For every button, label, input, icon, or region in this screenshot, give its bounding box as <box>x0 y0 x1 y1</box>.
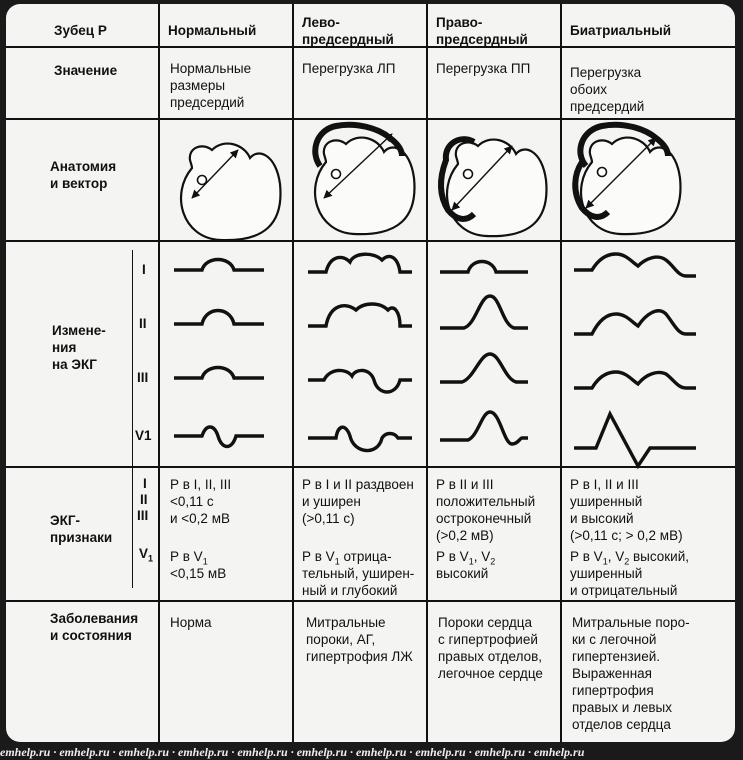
diseases-label-1: Заболевания <box>50 611 139 626</box>
ecg-biatrial-v1 <box>574 414 696 466</box>
diseases-right-1: Пороки сердца <box>438 615 532 630</box>
meaning-biatrial-3: предсердий <box>570 99 645 114</box>
header-normal: Нормальный <box>168 23 257 38</box>
ecg-left-iii <box>308 370 412 392</box>
header-left-1: Лево- <box>302 15 340 30</box>
signs-right-a-3: остроконечный <box>436 511 532 526</box>
ecg-right-v1 <box>440 412 528 444</box>
signs-biatrial-a-1: Р в I, II и III <box>570 477 639 492</box>
signs-lead-ii: II <box>140 492 148 507</box>
signs-biatrial-a-3: и высокий <box>570 511 634 526</box>
ecg-changes-label-2: ния <box>52 340 77 355</box>
ecg-lead-ii: II <box>139 316 147 331</box>
meaning-normal-3: предсердий <box>170 95 245 110</box>
signs-biatrial-a-2: уширенный <box>570 494 643 509</box>
heart-biatrial <box>575 125 680 234</box>
heart-right-atrial <box>441 139 547 236</box>
diseases-left-2: пороки, АГ, <box>306 632 376 647</box>
heart-normal <box>181 144 280 241</box>
signs-biatrial-b-1: Р в $V_1$, $V_2$ высокий, <box>570 549 690 567</box>
signs-left-a-3: (>0,11 с) <box>302 511 355 526</box>
header-right-2: предсердный <box>436 32 528 47</box>
meaning-normal-2: размеры <box>170 78 226 93</box>
ecg-right-ii <box>440 296 528 328</box>
heart-left-atrial <box>315 125 414 234</box>
signs-right-a-4: (>0,2 мВ) <box>436 528 494 543</box>
diseases-normal: Норма <box>170 615 212 630</box>
ecg-left-ii <box>308 304 412 326</box>
ecg-left-i <box>308 254 412 272</box>
signs-biatrial-b-2: уширенный <box>570 566 643 581</box>
p-wave-table <box>6 4 735 742</box>
diseases-left-3: гипертрофия ЛЖ <box>306 649 413 664</box>
ecg-normal-iii <box>174 368 264 379</box>
ecg-lead-iii: III <box>137 370 149 385</box>
diseases-biatrial-1: Митральные поро- <box>572 615 690 630</box>
meaning-right: Перегрузка ПП <box>436 61 531 76</box>
signs-right-b-2: высокий <box>436 566 489 581</box>
diseases-biatrial-7: отделов сердца <box>572 717 671 732</box>
meaning-biatrial-2: обоих <box>570 82 608 97</box>
meaning-left: Перегрузка ЛП <box>302 61 396 76</box>
ecg-changes-label-3: на ЭКГ <box>52 357 97 372</box>
ecg-signs-label-2: признаки <box>50 530 113 545</box>
ecg-changes-label-1: Измене- <box>52 323 106 338</box>
diseases-right-3: правых отделов, <box>438 649 543 664</box>
ecg-lead-v1: V1 <box>135 428 152 443</box>
header-biatrial: Биатриальный <box>570 23 672 38</box>
meaning-label: Значение <box>54 63 118 78</box>
signs-lead-i: I <box>143 476 147 491</box>
meaning-biatrial-1: Перегрузка <box>570 65 642 80</box>
diseases-biatrial-2: ки с легочной <box>572 632 657 647</box>
signs-lead-v1: $V_1$ <box>139 546 154 564</box>
signs-normal-b-2: <0,15 мВ <box>170 566 227 581</box>
ecg-biatrial-ii <box>574 311 696 334</box>
signs-normal-a-1: Р в I, II, III <box>170 477 232 492</box>
signs-normal-b-1: Р в $V_1$ <box>170 549 208 567</box>
ecg-normal-ii <box>174 311 264 325</box>
ecg-left-v1 <box>308 427 412 450</box>
header-right-1: Право- <box>436 15 483 30</box>
diseases-biatrial-3: гипертензией. <box>572 649 661 664</box>
diseases-right-4: легочное сердце <box>438 666 543 681</box>
ecg-right-iii <box>440 354 528 382</box>
anatomy-label-2: и вектор <box>50 176 108 191</box>
header-left-2: предсердный <box>302 32 394 47</box>
meaning-normal-1: Нормальные <box>170 61 252 76</box>
signs-left-b-1: Р в $V_1$ отрица- <box>302 549 392 567</box>
ecg-biatrial-i <box>574 254 696 276</box>
signs-normal-a-3: и <0,2 мВ <box>170 511 230 526</box>
signs-biatrial-a-4: (>0,11 с; > 0,2 мВ) <box>570 528 683 543</box>
diseases-left-1: Митральные <box>306 615 386 630</box>
diseases-biatrial-5: гипертрофия <box>572 683 654 698</box>
signs-right-b-1: Р в $V_1$, $V_2$ <box>436 549 496 567</box>
watermark-footer: emhelp.ru · emhelp.ru · emhelp.ru · emhelp.ru · emhelp.ru · emhelp.ru · emhelp.ru · emhelp.ru · emhelp.ru · emhelp.ru <box>0 745 585 759</box>
signs-lead-iii: III <box>137 508 149 523</box>
signs-right-a-1: Р в II и III <box>436 477 494 492</box>
ecg-normal-v1 <box>174 427 264 447</box>
ecg-right-i <box>440 262 528 273</box>
ecg-normal-i <box>174 260 264 271</box>
signs-left-b-2: тельный, уширен- <box>302 566 415 581</box>
header-row-label: Зубец Р <box>54 23 107 38</box>
signs-left-b-3: ный и глубокий <box>302 583 398 598</box>
diseases-biatrial-6: правых и левых <box>572 700 673 715</box>
ecg-signs-label-1: ЭКГ- <box>50 513 80 528</box>
signs-biatrial-b-3: и отрицательный <box>570 583 678 598</box>
diseases-label-2: и состояния <box>50 628 132 643</box>
signs-normal-a-2: <0,11 с <box>170 494 214 509</box>
signs-left-a-2: и уширен <box>302 494 361 509</box>
diseases-right-2: с гипертрофией <box>438 632 538 647</box>
illustrations <box>6 4 735 742</box>
signs-left-a-1: Р в I и II раздвоен <box>302 477 414 492</box>
anatomy-label-1: Анатомия <box>50 159 117 174</box>
ecg-lead-i: I <box>142 262 146 277</box>
diseases-biatrial-4: Выраженная <box>572 666 652 681</box>
ecg-biatrial-iii <box>574 372 696 388</box>
signs-right-a-2: положительный <box>436 494 536 509</box>
